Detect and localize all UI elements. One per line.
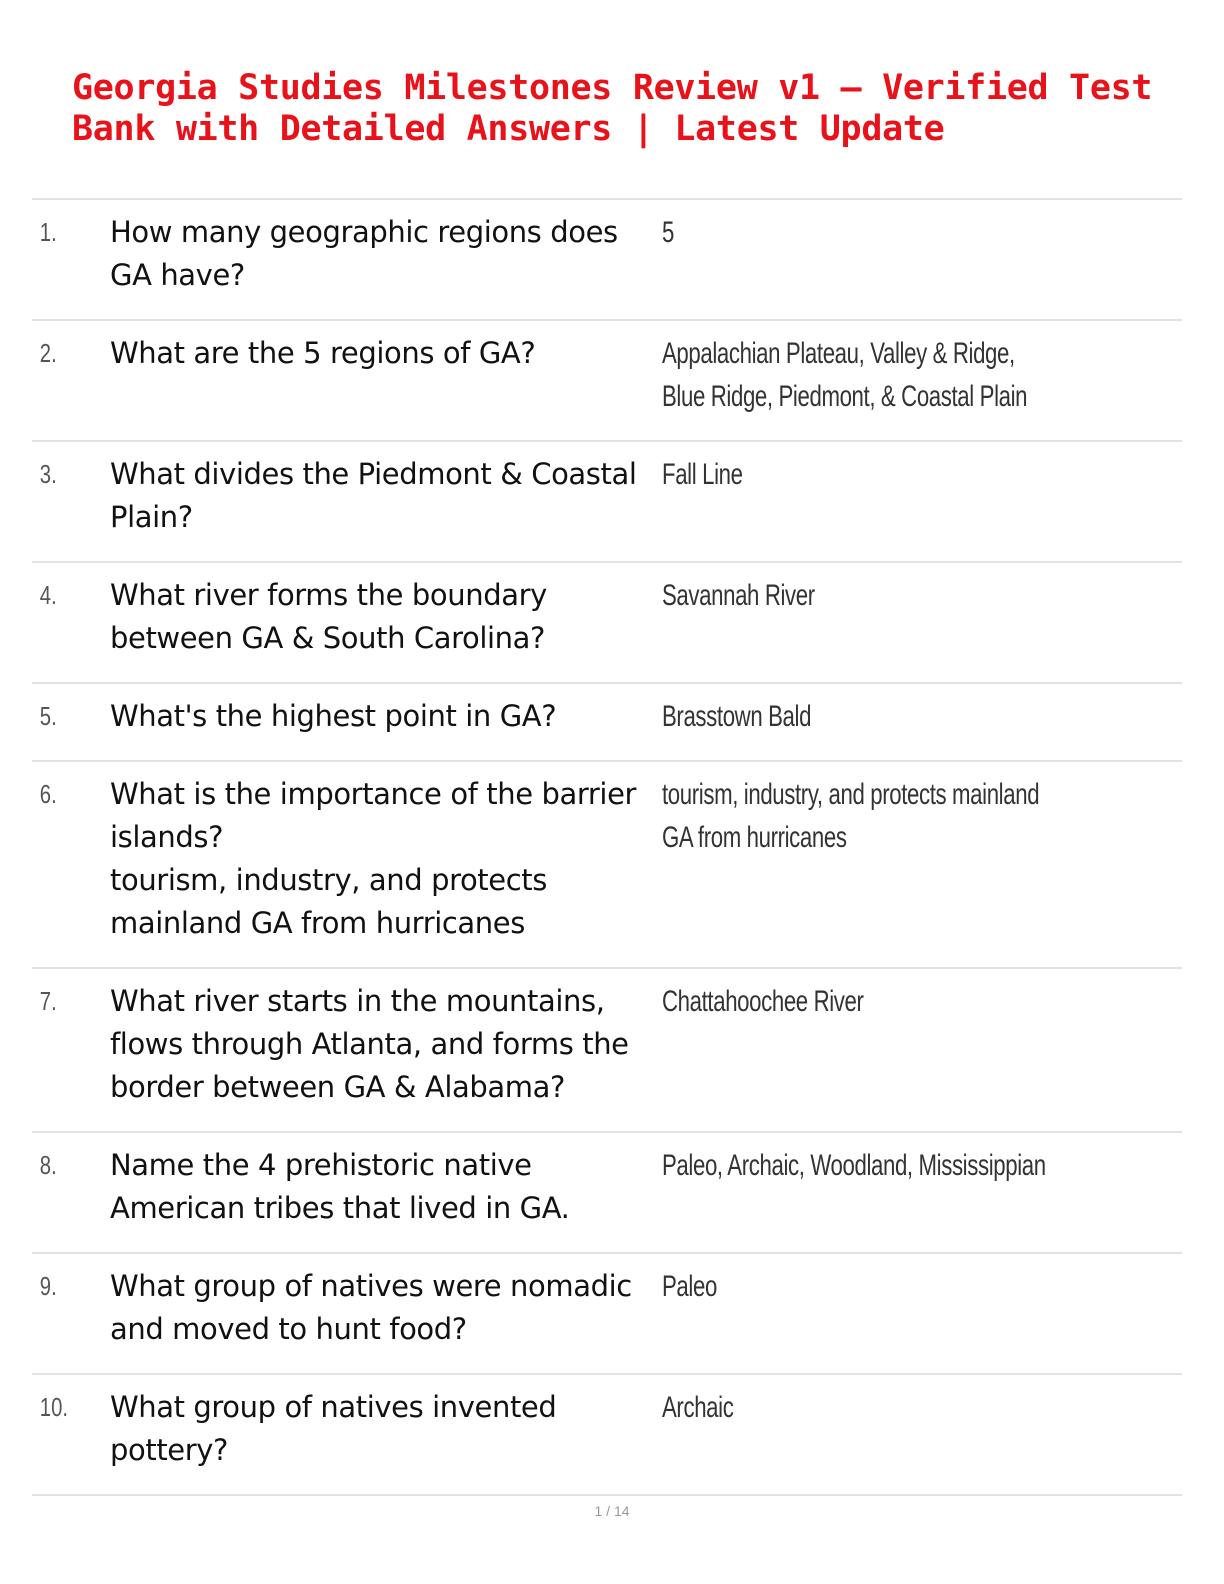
question-row (32, 762, 1182, 969)
question-inline-answer: tourism, industry, and protects mainland GA from hurricanes (110, 863, 547, 940)
question-number: 4. (39, 580, 57, 610)
question-prompt: What river forms the boundary between GA & South Carolina? (110, 578, 547, 655)
question-row (32, 200, 1182, 321)
question-row (32, 563, 1182, 684)
question-row (32, 684, 1182, 762)
question-prompt: What divides the Piedmont & Coastal Plain? (110, 457, 637, 534)
question-text (110, 980, 662, 1109)
question-row (32, 1133, 1182, 1254)
question-prompt: What group of natives were nomadic and moved to hunt food? (110, 1269, 632, 1346)
question-text (110, 695, 662, 738)
question-text (110, 773, 662, 945)
question-number: 9. (39, 1271, 57, 1301)
question-text (110, 574, 662, 660)
question-prompt: What river starts in the mountains, flows through Atlanta, and forms the border between GA & Alabama? (110, 984, 629, 1104)
question-row (32, 442, 1182, 563)
question-text (110, 1144, 662, 1230)
question-prompt: How many geographic regions does GA have? (110, 215, 618, 292)
question-number: 3. (39, 459, 57, 489)
question-number: 1. (39, 217, 57, 247)
question-number: 8. (39, 1150, 57, 1180)
document-title: Georgia Studies Milestones Review v1 – Verified Test Bank with Detailed Answers | Latest Update (72, 68, 1153, 149)
question-prompt: What are the 5 regions of GA? (110, 336, 536, 370)
question-row (32, 321, 1182, 442)
answer-text: Paleo (662, 1270, 717, 1303)
question-row (32, 969, 1182, 1133)
question-list (32, 198, 1182, 1496)
question-prompt: What group of natives invented pottery? (110, 1390, 557, 1467)
question-text (110, 1386, 662, 1472)
question-row (32, 1254, 1182, 1375)
answer-text: Savannah River (662, 579, 815, 612)
question-prompt: Name the 4 prehistoric native American tribes that lived in GA. (110, 1148, 570, 1225)
answer-text: 5 (662, 216, 674, 249)
question-text (110, 211, 662, 297)
question-number: 10. (39, 1392, 69, 1422)
answer-text: Archaic (662, 1391, 734, 1424)
question-text (110, 1265, 662, 1351)
question-row (32, 1375, 1182, 1496)
question-number: 6. (39, 779, 57, 809)
answer-text: Paleo, Archaic, Woodland, Mississippian (662, 1149, 1046, 1182)
answer-text: tourism, industry, and protects mainland GA from hurricanes (662, 778, 1040, 854)
question-prompt: What is the importance of the barrier islands? (110, 777, 637, 854)
answer-text: Fall Line (662, 458, 743, 491)
answer-text: Brasstown Bald (662, 700, 812, 733)
question-text (110, 332, 662, 375)
question-number: 7. (39, 986, 57, 1016)
question-prompt: What's the highest point in GA? (110, 699, 557, 733)
answer-text: Chattahoochee River (662, 985, 864, 1018)
page-indicator: 1 / 14 (594, 1503, 630, 1519)
question-text (110, 453, 662, 539)
question-number: 5. (39, 701, 57, 731)
answer-text: Appalachian Plateau, Valley & Ridge, Blue Ridge, Piedmont, & Coastal Plain (662, 337, 1028, 413)
question-number: 2. (39, 338, 57, 368)
